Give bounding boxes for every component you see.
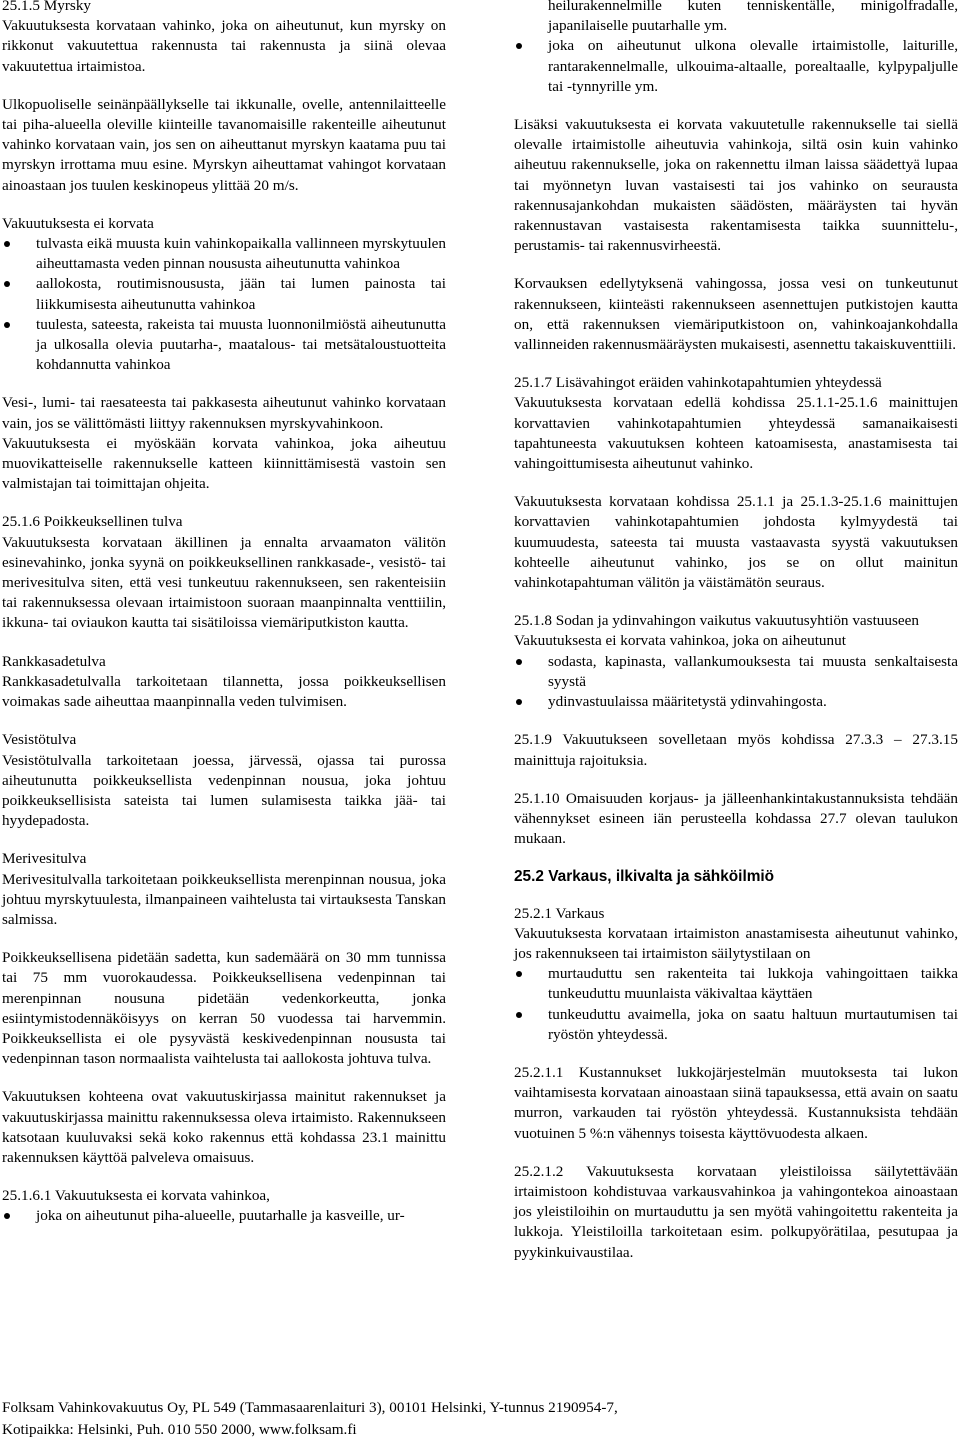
paragraph: Vesi-, lumi- tai raesateesta tai pakkasesta aiheutunut vahinko korvataan vain, jos se välittömästi liittyy rakennuksen myrskyvahinkoon. xyxy=(2,394,446,432)
list-item: aallokosta, routimisnoususta, jään tai lumen painosta tai liikkumisesta aiheutunutta vahinkoa xyxy=(2,274,446,314)
section-text: Vakuutuksesta korvataan vahinko, joka on aiheutunut, kun myrsky on rikkonut vakuutettua rakennusta tai rakennusta ja siinä olevaa vakuutettua irtaimistoa. xyxy=(2,17,446,75)
war-exclusions-list xyxy=(514,652,958,713)
right-column xyxy=(514,0,958,1281)
exclusions-title: Vakuutuksesta ei korvata xyxy=(2,214,154,232)
footer-contact-line: Kotipaikka: Helsinki, Puh. 010 550 2000, www.folksam.fi xyxy=(2,1421,357,1438)
section-25-1-6 xyxy=(2,512,446,633)
section-heading: 25.2.1 Varkaus xyxy=(514,904,605,922)
section-25-1-7 xyxy=(514,373,958,474)
section-heading: 25.1.6.1 Vakuutuksesta ei korvata vahinkoa, xyxy=(2,1187,270,1205)
exclusions-list-2 xyxy=(2,1206,446,1226)
paragraph: Vakuutuksesta korvataan kohdissa 25.1.1 ja 25.1.3-25.1.6 mainittujen korvattavien vahinkotapahtumien johdosta kylmyydestä tai kuumuudesta, sateesta tai muusta vastaavasta syystä vakuutuksen kohteelle aiheutunut vahinko, jos se on ollut mainitun vahinkotapahtuman välitön ja väistämätön seuraus. xyxy=(514,493,958,592)
list-item: murtauduttu sen rakenteita tai lukkoja vahingoittaen taikka tunkeuduttu muunlaista väkivaltaa käyttäen xyxy=(514,964,958,1004)
paragraph: 25.2.1.2 Vakuutuksesta korvataan yleistiloissa säilytettävään irtaimistoon kohdistuvaa varkausvahinkoa ja vahingontekoa ainoastaan jos yleistiloihin on murtauduttu ja sen myötä vahingoitettu rakenteita ja lukkoja. Yleistiloilla tarkoitetaan esim. polkupyörätilaa, pesutupaa ja pyykinkuivaustilaa. xyxy=(514,1162,958,1261)
subheading: Merivesitulva xyxy=(2,850,87,868)
list-item: tuulesta, sateesta, rakeista tai muusta luonnonilmiöstä aiheutunutta ja ulkosalla olevia puutarha-, maatalous- tai metsätaloustuotteita kohdannutta vahinkoa xyxy=(2,315,446,376)
paragraph: Poikkeuksellisena pidetään sadetta, kun sademäärä on 30 mm tunnissa tai 75 mm vuorokaudessa. Poikkeuksellisena vedenpinnan tai merenpinnan nousuna pidetään vedenkorkeutta, jonka esiintymistodennäköisyys on kerran 50 vuodessa tai harvemmin. Poikkeuksellista ei ole pysyvästä keskivedenpinnan noususta tai vedenpinnan tason normaalista vaihtelusta tai aallokosta johtuva tulva. xyxy=(2,949,446,1068)
section-25-1-8 xyxy=(514,611,958,651)
section-heading: 25.1.6 Poikkeuksellinen tulva xyxy=(2,513,183,531)
section-title-25-2: 25.2 Varkaus, ilkivalta ja sähköilmiö xyxy=(514,868,775,886)
list-item: joka on aiheutunut ulkona olevalle irtaimistolle, laiturille, rantarakennelmalle, ulkouima-altaalle, porealtaalle, kylpypaljulle tai -tynnyrille ym. xyxy=(514,36,958,97)
list-item: tulvasta eikä muusta kuin vahinkopaikalla vallinneen myrskytuulen aiheuttamasta veden pinnan noususta aiheutunutta vahinkoa xyxy=(2,234,446,274)
list-item-continued: heilurakennelmille kuten tenniskentälle, minigolfradalle, japanilaiselle puutarhalle ym. xyxy=(548,0,958,35)
section-text: Vakuutuksesta korvataan irtaimiston anastamisesta aiheutunut vahinko, jos rakennukseen tai irtaimiston säilytystilaan on xyxy=(514,924,958,962)
rankkasadetulva xyxy=(2,652,446,713)
page-footer xyxy=(2,1397,942,1441)
section-25-2-1 xyxy=(514,904,958,965)
subheading: Rankkasadetulva xyxy=(2,652,106,670)
paragraph: 25.1.10 Omaisuuden korjaus- ja jälleenhankintakustannuksista tehdään vähennykset esineen iän perusteella kohdassa 27.7 olevan taulukon mukaan. xyxy=(514,789,958,848)
section-text: Merivesitulvalla tarkoitetaan poikkeuksellista merenpinnan nousua, joka johtuu myrskytuulesta, ilmanpaineen vaihtelusta tai virtauksesta Tanskan salmissa. xyxy=(2,870,446,928)
list-item: ydinvastuulaissa määritetystä ydinvahingosta. xyxy=(514,692,958,712)
paragraph: Ulkopuoliselle seinänpäällykselle tai ikkunalle, ovelle, antennilaitteelle tai piha-alueella oleville kiinteille tavanomaisille rakenteille aiheutunut vahinko korvataan vain, jos sen on aiheuttanut myrskyn kaatama puu tai myrskyn irrottama muu esine. Myrskyn aiheuttamat vahingot korvataan ainoastaan jos tuulen keskinopeus ylittää 20 m/s. xyxy=(2,95,446,194)
footer-company-line: Folksam Vahinkovakuutus Oy, PL 549 (Tammasaarenlaituri 3), 00101 Helsinki, Y-tunnus 2190954-7, xyxy=(2,1399,618,1416)
section-text: Vakuutuksesta ei korvata vahinkoa, joka on aiheutunut xyxy=(514,632,846,650)
section-heading: 25.1.5 Myrsky xyxy=(2,0,92,14)
section-25-1-5 xyxy=(2,0,446,77)
section-text: Vakuutuksesta korvataan edellä kohdissa 25.1.1-25.1.6 mainittujen korvattavien vahinkotapahtumien yhteydessä samanaikaisesti tapahtuneesta vakuutuksen kohteen katoamisesta, anastamisesta tai vahingoittumisesta aiheutunut vahinko. xyxy=(514,394,958,473)
merivesitulva xyxy=(2,849,446,930)
paragraph: 25.1.9 Vakuutukseen sovelletaan myös kohdissa 27.3.3 – 27.3.15 mainittuja rajoituksia. xyxy=(514,731,958,769)
list-item: sodasta, kapinasta, vallankumouksesta tai muusta senkaltaisesta syystä xyxy=(514,652,958,692)
section-heading: 25.1.7 Lisävahingot eräiden vahinkotapahtumien yhteydessä xyxy=(514,374,882,392)
exclusions-list xyxy=(2,234,446,375)
vesistotulva xyxy=(2,730,446,831)
paragraph: 25.2.1.1 Kustannukset lukkojärjestelmän muutoksesta tai lukon vaihtamisesta korvataan ainoastaan siinä tapauksessa, että avain on saatu murron, varkauden tai ryöstön yhteydessä. Kustannuksista tehdään vuotuinen 5 %:n vähennys toisesta käyttövuodesta alkaen. xyxy=(514,1063,958,1142)
list-item: tunkeuduttu avaimella, joka on saatu haltuun murtautumisen tai ryöstön yhteydessä. xyxy=(514,1005,958,1045)
section-text: Vakuutuksesta korvataan äkillinen ja ennalta arvaamaton välitön esinevahinko, jonka syynä on poikkeuksellinen rankkasade-, vesistö- tai merivesitulva siten, että vesi tunkeutuu rakennukseen, sen rakenteisiin tai rakennuksessa olevaan irtaimistoon suoraan maanpinnalta venttiilin, ikkuna- tai oviaukon kautta tai sisätiloissa viemäriputkiston kautta. xyxy=(2,533,446,632)
section-text: Rankkasadetulvalla tarkoitetaan tilannetta, jossa poikkeuksellisen voimakas sade aiheuttaa maanpinnalla veden tulvimisen. xyxy=(2,672,446,711)
subheading: Vesistötulva xyxy=(2,731,77,749)
theft-conditions-list xyxy=(514,964,958,1045)
paragraph: Vakuutuksen kohteena ovat vakuutuskirjassa mainitut rakennukset ja vakuutuskirjassa mainittu rakennuksessa oleva irtaimisto. Rakennukseen katsotaan kuuluvaksi sekä koko rakennus että kohdassa 23.1 mainittu rakennuksen käyttöä palveleva omaisuus. xyxy=(2,1088,446,1166)
exclusions-list-2-continued xyxy=(514,0,958,97)
section-heading: 25.1.8 Sodan ja ydinvahingon vaikutus vakuutusyhtiön vastuuseen xyxy=(514,612,919,630)
paragraph: Lisäksi vakuutuksesta ei korvata vakuutetulle rakennukselle tai siellä olevalle irtaimistolle aiheutuvia vahinkoja, siltä osin kuin vahinko aiheutuu rakennukselle, joka on rakennettu ilman laissa säädettyä lupaa tai myönnetyn luvan vastaisesti tai jos vahinko on seurausta rakennusajankohdan mukaisten säädösten, määräysten tai hyvän rakennustavan vastaisesta rakentamisesta taikka suunnittelu-, perustamis- tai rakennusvirheestä. xyxy=(514,116,958,255)
section-text: Vesistötulvalla tarkoitetaan joessa, järvessä, ojassa tai purossa aiheutunutta poikkeuksellista vedenpinnan nousua, joka johtuu poikkeuksellisista sateista tai lumen sulamisesta taikka jää- tai hyydepadosta. xyxy=(2,751,446,830)
left-column xyxy=(2,0,446,1227)
paragraph: Vakuutuksesta ei myöskään korvata vahinkoa, joka aiheutuu muovikatteiselle rakennukselle katteen kiinnittämisestä vastoin sen valmistajan tai toimittajan ohjeita. xyxy=(2,434,446,493)
paragraph: Korvauksen edellytyksenä vahingossa, jossa vesi on tunkeutunut rakennukseen, kiinteästi rakennukseen asennettujen putkistojen kautta on, että rakennuksen viemäriputkistoon on, vahinkoajankohdalla vallinneiden rakennusmääräysten mukaisesti, asennettu takaiskuventtiili. xyxy=(514,275,958,354)
list-item: joka on aiheutunut piha-alueelle, puutarhalle ja kasveille, ur- xyxy=(2,1206,446,1226)
